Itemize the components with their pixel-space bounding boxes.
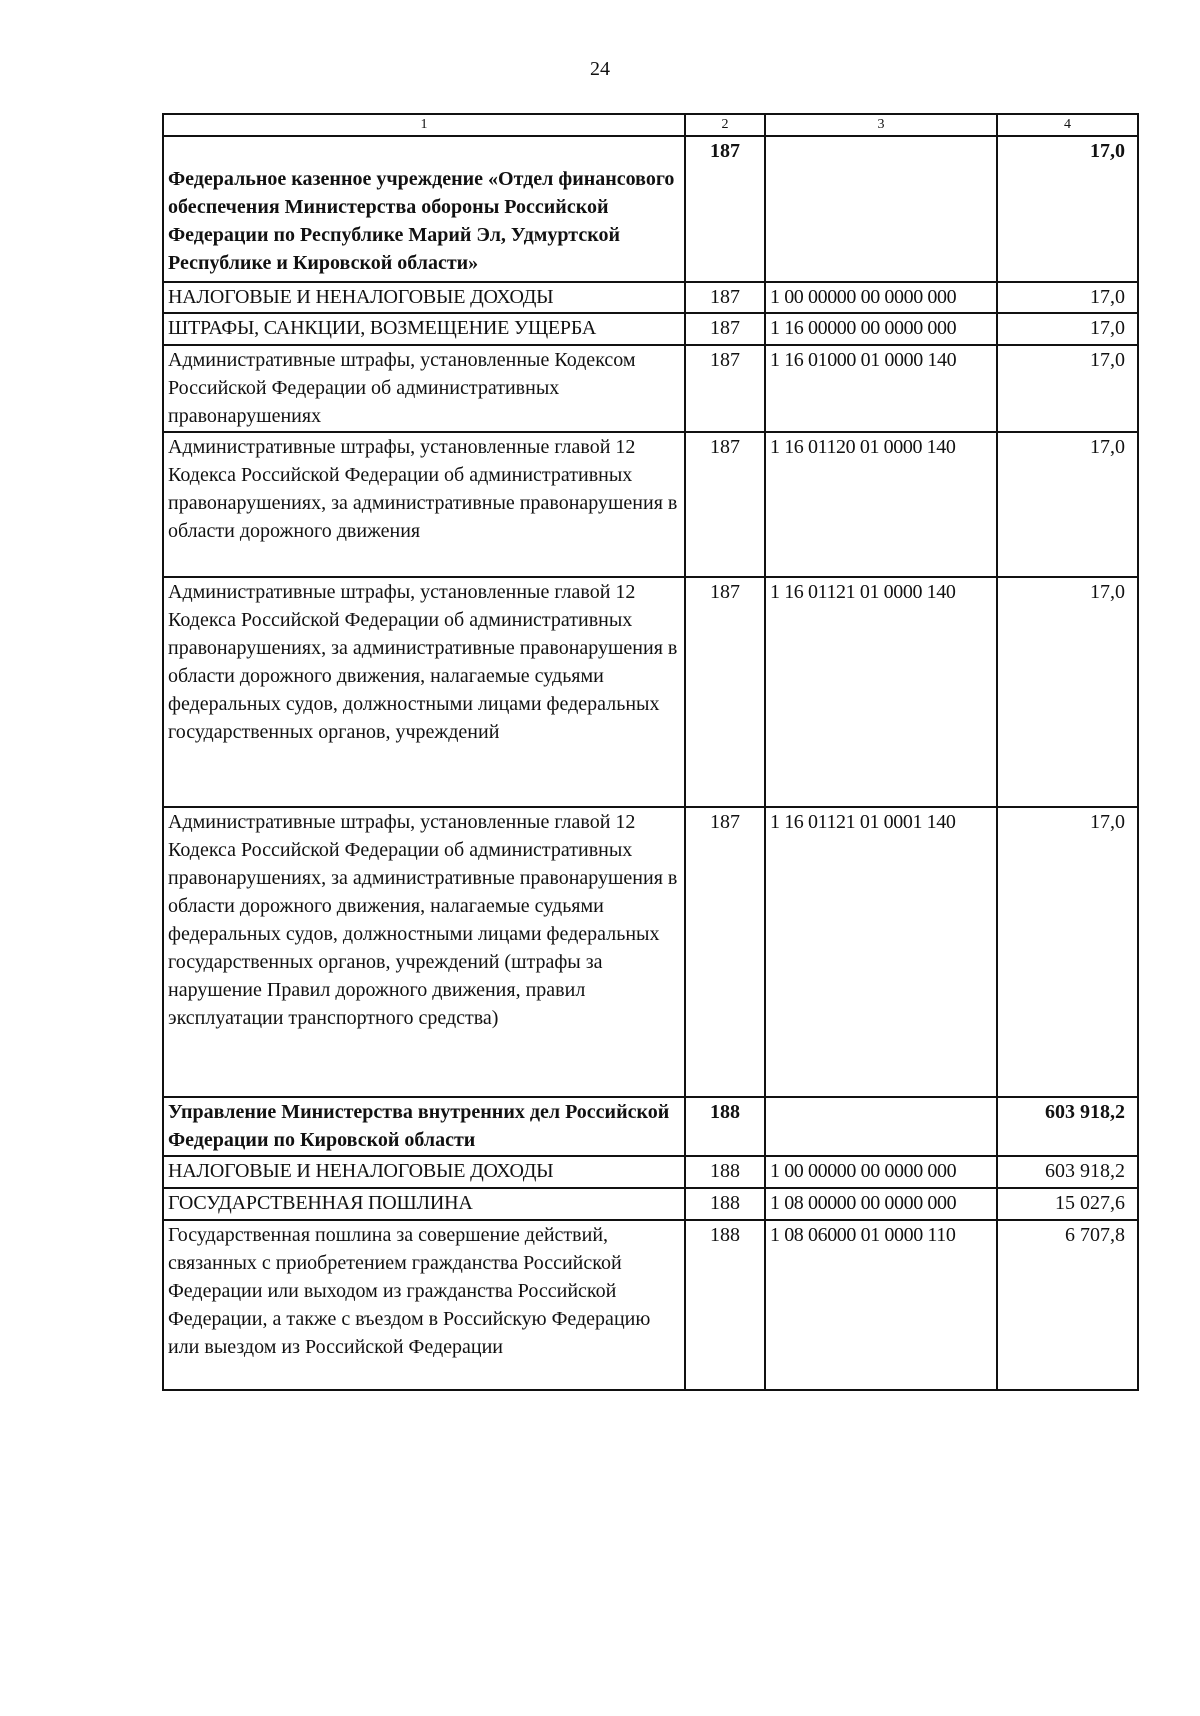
row-name: Управление Министерства внутренних дел Российской Федерации по Кировской области (163, 1097, 685, 1156)
table-row (163, 313, 1138, 345)
table-row (163, 1097, 1138, 1156)
row-admin-code: 187 (685, 136, 765, 282)
table-row (163, 577, 1138, 807)
row-name: Административные штрафы, установленные главой 12 Кодекса Российской Федерации об административных правонарушениях, за административные правонарушения в области дорожного движения (163, 432, 685, 577)
table-header-row (163, 114, 1138, 136)
row-admin-code: 188 (685, 1188, 765, 1220)
row-budget-code: 1 08 00000 00 0000 000 (765, 1188, 997, 1220)
row-amount: 17,0 (997, 136, 1138, 282)
table-row (163, 345, 1138, 432)
row-admin-code: 188 (685, 1097, 765, 1156)
row-amount: 17,0 (997, 432, 1138, 577)
row-admin-code: 187 (685, 345, 765, 432)
row-amount: 603 918,2 (997, 1097, 1138, 1156)
header-col-2: 2 (685, 114, 765, 136)
row-name: НАЛОГОВЫЕ И НЕНАЛОГОВЫЕ ДОХОДЫ (163, 1156, 685, 1188)
row-amount: 6 707,8 (997, 1220, 1138, 1390)
row-budget-code: 1 00 00000 00 0000 000 (765, 282, 997, 313)
row-name: Административные штрафы, установленные Кодексом Российской Федерации об административных правонарушениях (163, 345, 685, 432)
row-name: Федеральное казенное учреждение «Отдел финансового обеспечения Министерства обороны Российской Федерации по Республике Марий Эл, Удмуртской Республике и Кировской области» (168, 168, 675, 274)
revenue-table (162, 113, 1139, 1391)
row-name: ШТРАФЫ, САНКЦИИ, ВОЗМЕЩЕНИЕ УЩЕРБА (163, 313, 685, 345)
header-col-1: 1 (163, 114, 685, 136)
row-amount: 17,0 (997, 345, 1138, 432)
table-row (163, 282, 1138, 313)
row-budget-code (765, 1097, 997, 1156)
row-name: Административные штрафы, установленные главой 12 Кодекса Российской Федерации об административных правонарушениях, за административные правонарушения в области дорожного движения, налагаемые судьями федеральных судов, должностными лицами федеральных государственных органов, учреждений (163, 577, 685, 807)
header-col-3: 3 (765, 114, 997, 136)
row-name: Административные штрафы, установленные главой 12 Кодекса Российской Федерации об административных правонарушениях, за административные правонарушения в области дорожного движения, налагаемые судьями федеральных судов, должностными лицами федеральных государственных органов, учреждений (штрафы за нарушение Правил дорожного движения, правил эксплуатации транспортного средства) (163, 807, 685, 1097)
row-budget-code: 1 08 06000 01 0000 110 (765, 1220, 997, 1390)
row-budget-code: 1 16 01121 01 0001 140 (765, 807, 997, 1097)
table-row (163, 1220, 1138, 1390)
row-amount: 17,0 (997, 807, 1138, 1097)
row-admin-code: 187 (685, 282, 765, 313)
row-amount: 17,0 (997, 313, 1138, 345)
row-budget-code: 1 16 01000 01 0000 140 (765, 345, 997, 432)
table-row (163, 1188, 1138, 1220)
row-name: ГОСУДАРСТВЕННАЯ ПОШЛИНА (163, 1188, 685, 1220)
row-admin-code: 187 (685, 577, 765, 807)
row-admin-code: 188 (685, 1220, 765, 1390)
row-budget-code: 1 16 01120 01 0000 140 (765, 432, 997, 577)
table-row (163, 1156, 1138, 1188)
row-budget-code: 1 00 00000 00 0000 000 (765, 1156, 997, 1188)
row-amount: 15 027,6 (997, 1188, 1138, 1220)
page-number: 24 (590, 58, 610, 80)
row-budget-code: 1 16 01121 01 0000 140 (765, 577, 997, 807)
table-row (163, 136, 1138, 282)
row-admin-code: 187 (685, 432, 765, 577)
row-amount: 603 918,2 (997, 1156, 1138, 1188)
row-amount: 17,0 (997, 282, 1138, 313)
row-name: Государственная пошлина за совершение действий, связанных с приобретением гражданства Российской Федерации или выходом из гражданства Российской Федерации, а также с въездом в Российскую Федерацию или выездом из Российской Федерации (163, 1220, 685, 1390)
header-col-4: 4 (997, 114, 1138, 136)
row-budget-code (765, 136, 997, 282)
table-row (163, 432, 1138, 577)
row-admin-code: 188 (685, 1156, 765, 1188)
row-admin-code: 187 (685, 313, 765, 345)
row-admin-code: 187 (685, 807, 765, 1097)
row-budget-code: 1 16 00000 00 0000 000 (765, 313, 997, 345)
row-amount: 17,0 (997, 577, 1138, 807)
table-row (163, 807, 1138, 1097)
row-name: НАЛОГОВЫЕ И НЕНАЛОГОВЫЕ ДОХОДЫ (163, 282, 685, 313)
